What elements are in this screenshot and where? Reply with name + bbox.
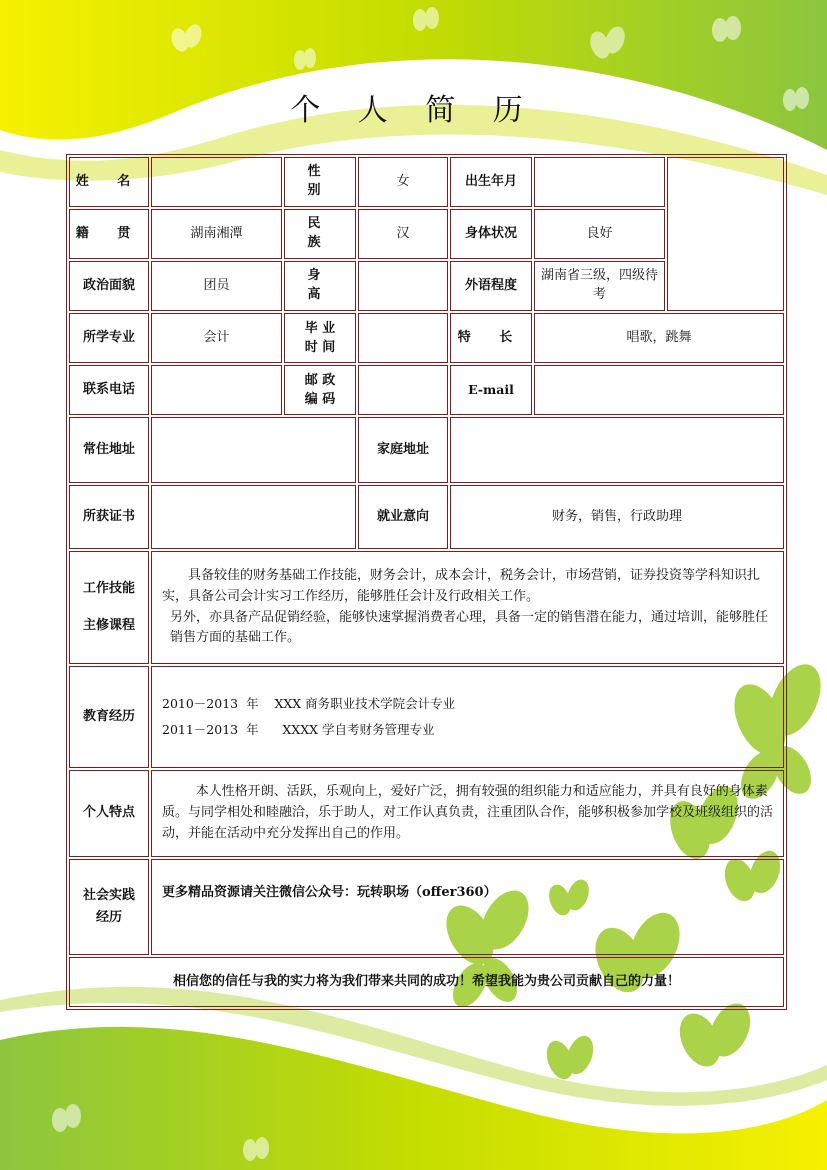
health-label: 身体状况 bbox=[450, 209, 532, 259]
address-value[interactable] bbox=[151, 417, 356, 483]
cert-label: 所获证书 bbox=[69, 485, 149, 549]
email-value[interactable] bbox=[534, 365, 784, 415]
major-value[interactable]: 会计 bbox=[151, 313, 282, 363]
skills-label-1: 工作技能 bbox=[82, 580, 135, 596]
home-value[interactable] bbox=[450, 417, 784, 483]
phone-label: 联系电话 bbox=[69, 365, 149, 415]
birth-label: 出生年月 bbox=[450, 157, 532, 207]
grad-label: 毕 业 时 间 bbox=[284, 313, 356, 363]
grad-value[interactable] bbox=[358, 313, 448, 363]
education-content[interactable] bbox=[151, 666, 784, 768]
closing-statement: 相信您的信任与我的实力将为我们带来共同的成功！希望我能为贵公司贡献自己的力量！ bbox=[69, 957, 784, 1007]
personal-label: 个人特点 bbox=[69, 770, 149, 857]
name-value[interactable] bbox=[151, 157, 282, 207]
language-label: 外语程度 bbox=[450, 261, 532, 311]
address-label: 常住地址 bbox=[69, 417, 149, 483]
skills-text-1: 具备较佳的财务基础工作技能，财务会计，成本会计，税务会计，市场营销，证券投资等学科知识扎实，具备公司会计实习工作经历，能够胜任会计及行政相关工作。 bbox=[162, 567, 761, 604]
education-school: XXXX bbox=[282, 722, 319, 737]
political-label: 政治面貌 bbox=[69, 261, 149, 311]
height-value[interactable] bbox=[358, 261, 448, 311]
practice-content[interactable] bbox=[151, 859, 784, 955]
skills-label bbox=[69, 551, 149, 664]
home-label: 家庭地址 bbox=[358, 417, 448, 483]
practice-label: 社会实践 经历 bbox=[69, 859, 149, 955]
page-title: 个 人 简 历 bbox=[290, 93, 537, 128]
ethnic-value[interactable]: 汉 bbox=[358, 209, 448, 259]
cert-value[interactable] bbox=[151, 485, 356, 549]
gender-value[interactable]: 女 bbox=[358, 157, 448, 207]
personal-content[interactable] bbox=[151, 770, 784, 857]
postcode-value[interactable] bbox=[358, 365, 448, 415]
name-label: 姓 名 bbox=[69, 157, 149, 207]
education-years: 2010－2013 年 bbox=[162, 695, 259, 711]
education-detail: 商务职业技术学院会计专业 bbox=[305, 695, 456, 711]
health-value[interactable]: 良好 bbox=[534, 209, 665, 259]
education-label: 教育经历 bbox=[69, 666, 149, 768]
skill-label: 特 长 bbox=[450, 313, 532, 363]
photo-box[interactable] bbox=[667, 157, 784, 311]
birth-value[interactable] bbox=[534, 157, 665, 207]
postcode-label: 邮 政 编 码 bbox=[284, 365, 356, 415]
phone-value[interactable] bbox=[151, 365, 282, 415]
practice-text: 更多精品资源请关注微信公众号：玩转职场（offer360） bbox=[162, 885, 497, 900]
personal-text: 本人性格开朗、活跃，乐观向上，爱好广泛，拥有较强的组织能力和适应能力，并具有良好的身体素质。与同学相处和睦融洽，乐于助人，对工作认真负责，注重团队合作，能够积极参加学校及班级组织的活动，并能在活动中充分发挥出自己的作用。 bbox=[162, 784, 774, 841]
education-detail: 学自考财务管理专业 bbox=[322, 722, 435, 737]
skills-label-2: 主修课程 bbox=[82, 617, 135, 633]
skill-value[interactable]: 唱歌，跳舞 bbox=[534, 313, 784, 363]
resume-table bbox=[66, 154, 787, 1010]
gender-label: 性 别 bbox=[284, 157, 356, 207]
native-label: 籍 贯 bbox=[69, 209, 149, 259]
ethnic-label: 民 族 bbox=[284, 209, 356, 259]
major-label: 所学专业 bbox=[69, 313, 149, 363]
education-entry bbox=[162, 721, 773, 739]
education-entry bbox=[162, 695, 773, 713]
education-school: XXX bbox=[274, 695, 302, 711]
education-years: 2011－2013 年 bbox=[162, 722, 259, 737]
height-label: 身 高 bbox=[284, 261, 356, 311]
political-value[interactable]: 团员 bbox=[151, 261, 282, 311]
email-label: E-mail bbox=[450, 365, 532, 415]
intent-label: 就业意向 bbox=[358, 485, 448, 549]
native-value[interactable]: 湖南湘潭 bbox=[151, 209, 282, 259]
language-value[interactable]: 湖南省三级，四级待考 bbox=[534, 261, 665, 311]
skills-content[interactable] bbox=[151, 551, 784, 664]
skills-text-2: 另外，亦具备产品促销经验，能够快速掌握消费者心理，具备一定的销售潜在能力，通过培训，能够胜任销售方面的基础工作。 bbox=[170, 609, 769, 646]
intent-value[interactable]: 财务，销售，行政助理 bbox=[450, 485, 784, 549]
